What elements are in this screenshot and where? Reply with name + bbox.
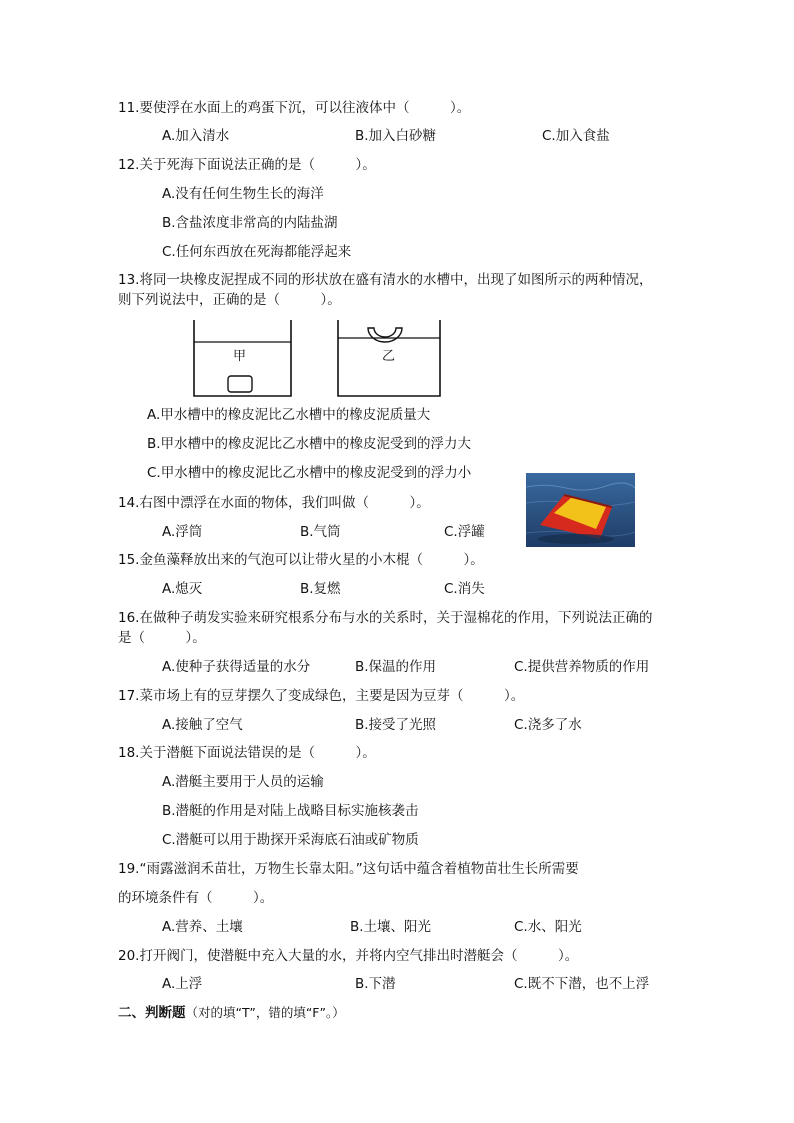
tank-yi-label: 乙	[382, 349, 396, 364]
section2-note: （对的填“T”，错的填“F”。）	[185, 1005, 345, 1020]
q14-option-c: C.浮罐	[444, 524, 485, 540]
q12-option-c: C.任何东西放在死海都能浮起来	[162, 244, 352, 260]
q16-option-b: B.保温的作用	[355, 659, 437, 675]
q19-stem-line2: 的环境条件有（ ）。	[118, 890, 274, 906]
q15-option-a: A.熄灭	[162, 581, 203, 597]
q17-option-c: C.浇多了水	[514, 717, 582, 733]
section2-heading	[118, 1004, 345, 1022]
q13-option-b: B.甲水槽中的橡皮泥比乙水槽中的橡皮泥受到的浮力大	[147, 436, 472, 452]
q17-stem: 17.菜市场上有的豆芽摆久了变成绿色，主要是因为豆芽（ ）。	[118, 688, 525, 704]
q12-stem: 12.关于死海下面说法正确的是（ ）。	[118, 157, 376, 173]
q11-option-b: B.加入白砂糖	[355, 128, 437, 144]
q12-option-a: A.没有任何生物生长的海洋	[162, 186, 324, 202]
q13-figure	[188, 316, 448, 400]
q20-stem: 20.打开阀门，使潜艇中充入大量的水，并将内空气排出时潜艇会（ ）。	[118, 948, 579, 964]
q13-stem-line2: 则下列说法中，正确的是（ ）。	[118, 292, 341, 308]
q13-option-a: A.甲水槽中的橡皮泥比乙水槽中的橡皮泥质量大	[147, 407, 431, 423]
q17-option-b: B.接受了光照	[355, 717, 437, 733]
q14-option-b: B.气筒	[300, 524, 341, 540]
q19-option-c: C.水、阳光	[514, 919, 582, 935]
q15-option-c: C.消失	[444, 581, 485, 597]
q13-stem-line1: 13.将同一块橡皮泥捏成不同的形状放在盛有清水的水槽中，出现了如图所示的两种情况，	[118, 272, 653, 288]
q18-option-c: C.潜艇可以用于勘探开采海底石油或矿物质	[162, 832, 419, 848]
q11-option-a: A.加入清水	[162, 128, 230, 144]
section2-title: 二、判断题	[118, 1005, 186, 1021]
q19-stem-line1: 19.“雨露滋润禾苗壮，万物生长靠太阳。”这句话中蕴含着植物苗壮生长所需要	[118, 861, 579, 877]
q19-option-b: B.土壤、阳光	[350, 919, 432, 935]
q12-option-b: B.含盐浓度非常高的内陆盐湖	[162, 215, 338, 231]
q19-option-a: A.营养、土壤	[162, 919, 243, 935]
q17-option-a: A.接触了空气	[162, 717, 243, 733]
q13-option-c: C.甲水槽中的橡皮泥比乙水槽中的橡皮泥受到的浮力小	[147, 465, 472, 481]
q18-option-a: A.潜艇主要用于人员的运输	[162, 774, 324, 790]
q20-option-c: C.既不下潜，也不上浮	[514, 976, 650, 992]
q11-option-c: C.加入食盐	[542, 128, 610, 144]
clay-boat-floating	[368, 328, 402, 342]
q18-stem: 18.关于潜艇下面说法错误的是（ ）。	[118, 745, 376, 761]
q16-stem-line1: 16.在做种子萌发实验来研究根系分布与水的关系时，关于湿棉花的作用，下列说法正确的	[118, 610, 653, 626]
q14-stem: 14.右图中漂浮在水面的物体，我们叫做（ ）。	[118, 495, 430, 511]
q15-stem: 15.金鱼藻释放出来的气泡可以让带火星的小木棍（ ）。	[118, 552, 484, 568]
q20-option-a: A.上浮	[162, 976, 203, 992]
q11-stem: 11.要使浮在水面上的鸡蛋下沉，可以往液体中（ ）。	[118, 100, 471, 116]
q18-option-b: B.潜艇的作用是对陆上战略目标实施核袭击	[162, 803, 419, 819]
q16-stem-line2: 是（ ）。	[118, 630, 206, 646]
floating-buoy-photo	[526, 473, 635, 547]
q16-option-c: C.提供营养物质的作用	[514, 659, 650, 675]
q14-option-a: A.浮筒	[162, 524, 203, 540]
tank-jia-label: 甲	[233, 349, 247, 364]
clay-block-sunk	[228, 376, 252, 392]
q15-option-b: B.复燃	[300, 581, 341, 597]
q20-option-b: B.下潜	[355, 976, 396, 992]
q16-option-a: A.使种子获得适量的水分	[162, 659, 311, 675]
